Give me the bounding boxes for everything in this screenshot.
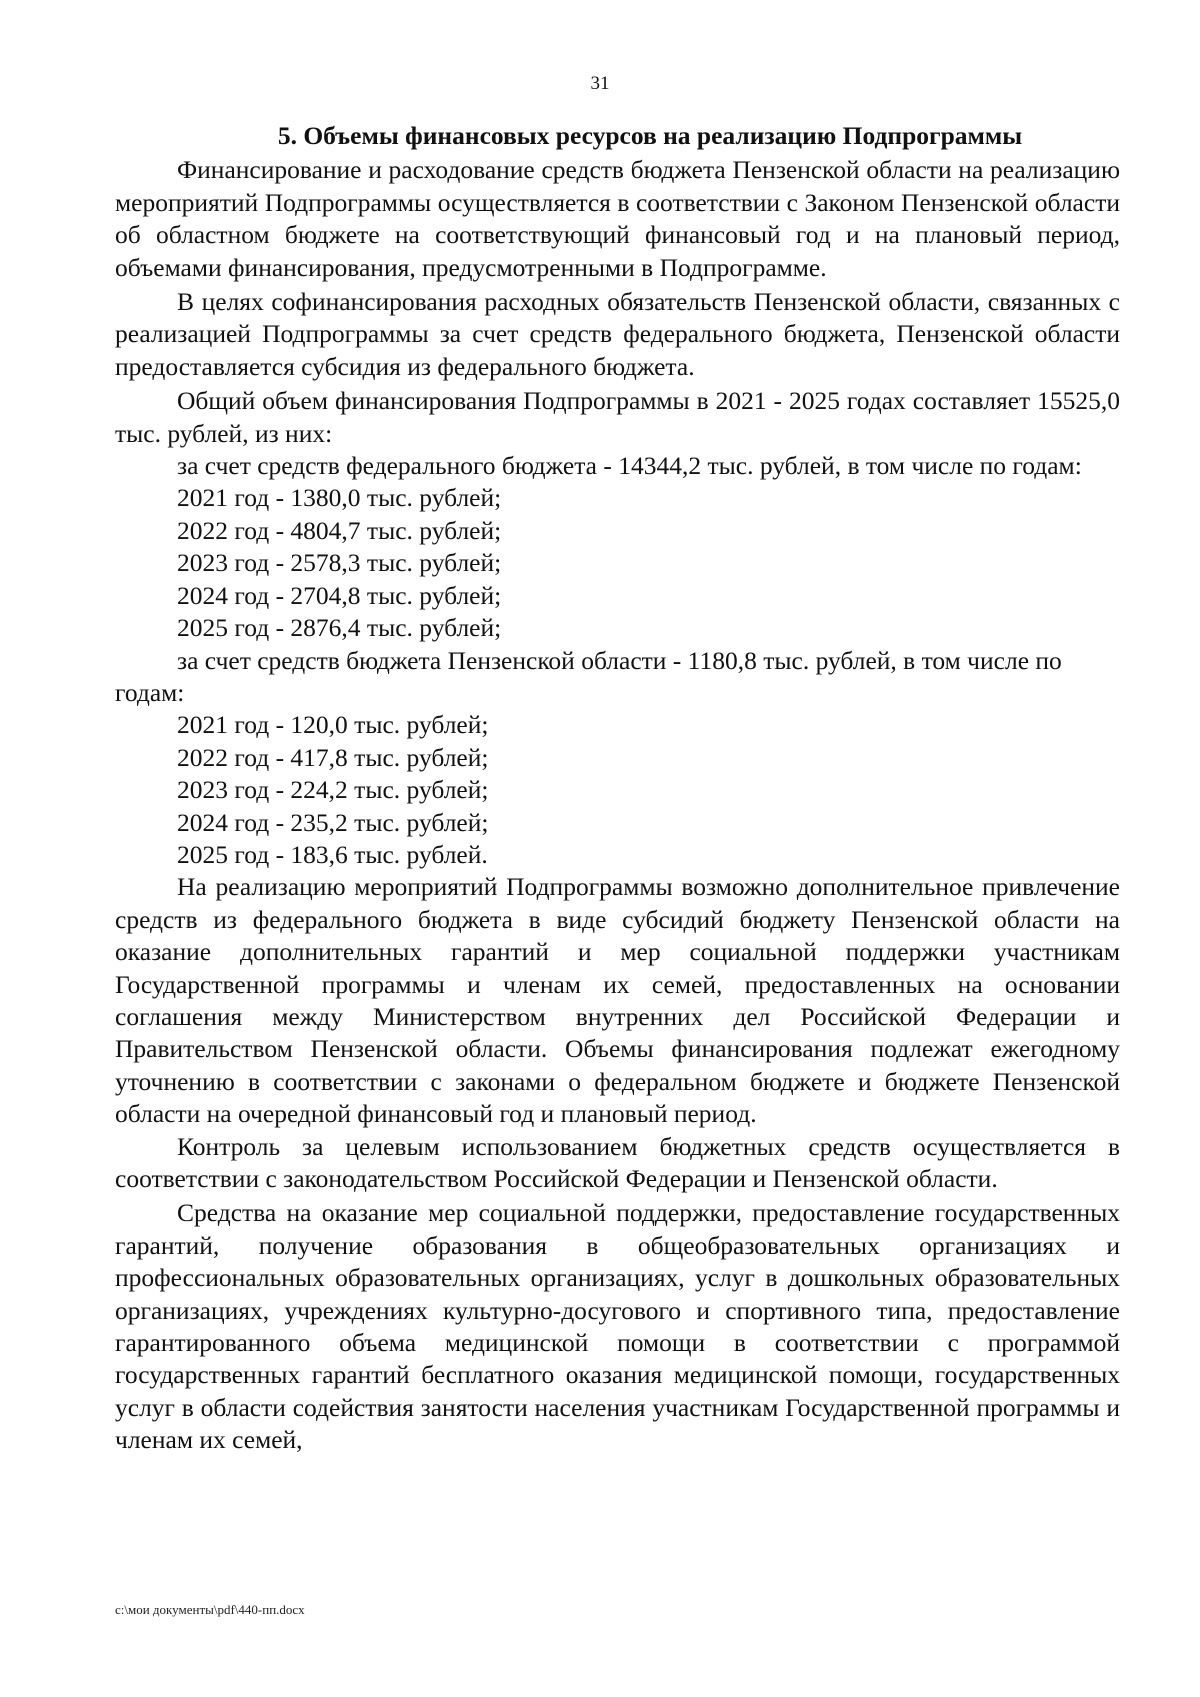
list-item: 2023 год - 2578,3 тыс. рублей; [177,548,502,578]
document-body [115,120,1120,1457]
list-item: 2021 год - 1380,0 тыс. рублей; [177,483,502,513]
list-item: 2023 год - 224,2 тыс. рублей; [177,775,489,805]
paragraph-federal-budget: за счет средств федерального бюджета - 14344,2 тыс. рублей, в том числе по годам: [177,451,1082,481]
list-item: 2025 год - 183,6 тыс. рублей. [177,839,488,869]
paragraph-control: Контроль за целевым использованием бюджетных средств осуществляется в соответствии с законодательством Российской Федерации и Пензенской области. [115,1131,1120,1193]
paragraph-cofinancing: В целях софинансирования расходных обязательств Пензенской области, связанных с реализацией Подпрограммы за счет средств федерального бюджета, Пензенской области предоставляется субсидия из федерального бюджета. [115,287,1120,381]
paragraph-additional-funding: На реализацию мероприятий Подпрограммы возможно дополнительное привлечение средств из федерального бюджета в виде субсидий бюджету Пензенской области на оказание дополнительных гарантий и мер социальной поддержки участникам Государственной программы и членам их семей, предоставленных на основании соглашения между Министерством внутренних дел Российской Федерации и Правительством Пензенской области. Объемы финансирования подлежат ежегодному уточнению в соответствии с законами о федеральном бюджете и бюджете Пензенской области на очередной финансовый год и плановый период. [115,872,1120,1129]
section-heading: 5. Объемы финансовых ресурсов на реализацию Подпрограммы [277,121,1023,150]
list-item: 2022 год - 4804,7 тыс. рублей; [177,515,502,545]
paragraph-social-support: Средства на оказание мер социальной поддержки, предоставление государственных гарантий, получение образования в общеобразовательных организациях и профессиональных образовательных организациях, услуг в дошкольных образовательных организациях, учреждениях культурно-досугового и спортивного типа, предоставление гарантированного объема медицинской помощи в соответствии с программой государственных гарантий бесплатного оказания медицинской помощи, государственных услуг в области содействия занятости населения участникам Государственной программы и членам их семей, [115,1198,1120,1455]
paragraph-regional-budget: за счет средств бюджета Пензенской области - 1180,8 тыс. рублей, в том числе по годам: [115,645,1062,707]
paragraph-financing: Финансирование и расходование средств бюджета Пензенской области на реализацию мероприятий Подпрограммы осуществляется в соответствии с Законом Пензенской области об областном бюджете на соответствующий финансовый год и на плановый период, объемами финансирования, предусмотренными в Подпрограмме. [115,155,1120,282]
footer-file-path: c:\мои документы\pdf\440-пп.docx [115,1602,305,1617]
regional-by-year-list [115,709,1120,871]
list-item: 2024 год - 235,2 тыс. рублей; [177,807,489,837]
list-item: 2024 год - 2704,8 тыс. рублей; [177,580,502,610]
page-number: 31 [590,73,610,94]
list-item: 2021 год - 120,0 тыс. рублей; [177,710,489,740]
paragraph-total-volume: Общий объем финансирования Подпрограммы в 2021 - 2025 годах составляет 15525,0 тыс. рублей, из них: [115,386,1120,448]
list-item: 2022 год - 417,8 тыс. рублей; [177,742,489,772]
federal-by-year-list [115,482,1120,644]
list-item: 2025 год - 2876,4 тыс. рублей; [177,613,502,643]
